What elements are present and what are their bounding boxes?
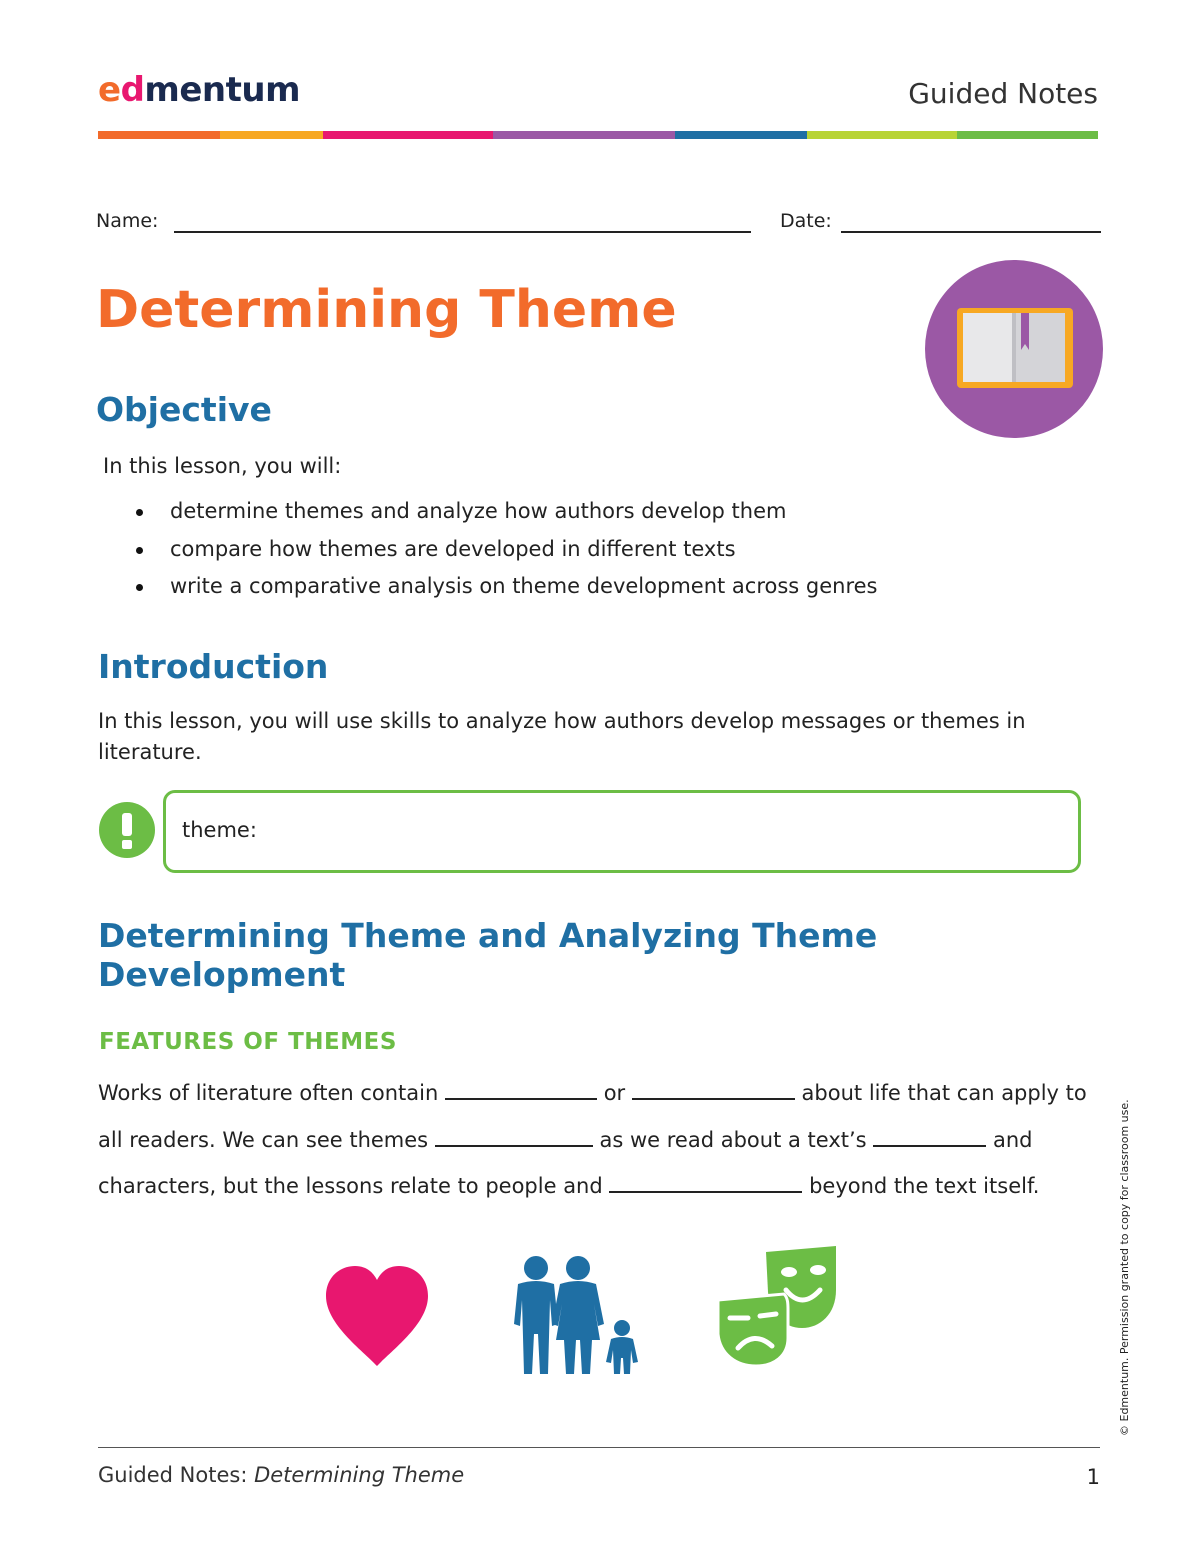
- page-number: 1: [1086, 1465, 1100, 1489]
- fill-in-line-2: [98, 1125, 1032, 1155]
- theater-masks-icon: [714, 1244, 842, 1368]
- stripe-segment: [98, 131, 220, 139]
- logo-letter: d: [120, 70, 145, 110]
- introduction-text: In this lesson, you will use skills to analyze how authors develop messages or themes in literature.: [98, 709, 1026, 764]
- blank-field[interactable]: [632, 1080, 795, 1100]
- fill-in-line-1: [98, 1078, 1087, 1108]
- text-segment: all readers. We can see themes: [98, 1128, 429, 1152]
- blank-field[interactable]: [873, 1127, 986, 1147]
- fill-in-line-3: [98, 1171, 1039, 1201]
- date-label: Date:: [780, 210, 832, 232]
- footer-title: [98, 1460, 464, 1490]
- blank-field[interactable]: [445, 1080, 597, 1100]
- stripe-segment: [493, 131, 675, 139]
- list-item: write a comparative analysis on theme development across genres: [130, 568, 878, 606]
- logo-letter: u: [241, 70, 266, 110]
- footer-divider: [98, 1447, 1100, 1448]
- logo-letter: n: [201, 70, 226, 110]
- text-segment: Works of literature often contain: [98, 1081, 439, 1105]
- list-item: compare how themes are developed in different texts: [130, 531, 878, 569]
- introduction-heading: Introduction: [98, 647, 329, 686]
- logo-letter: m: [144, 70, 180, 110]
- brand-stripe: [98, 131, 1098, 139]
- book-icon: [925, 260, 1103, 438]
- logo-letter: m: [265, 70, 301, 110]
- text-segment: characters, but the lessons relate to people and: [98, 1174, 603, 1198]
- exclamation-icon: [99, 802, 155, 858]
- footer-prefix: Guided Notes:: [98, 1463, 255, 1487]
- features-subheading: FEATURES OF THEMES: [99, 1029, 397, 1055]
- text-segment: as we read about a text’s: [599, 1128, 867, 1152]
- theme-definition-box[interactable]: [163, 790, 1081, 873]
- theme-term-label: theme:: [182, 818, 257, 842]
- stripe-segment: [323, 131, 493, 139]
- stripe-segment: [957, 131, 1098, 139]
- text-segment: or: [603, 1081, 626, 1105]
- logo-letter: e: [179, 70, 202, 110]
- date-field[interactable]: [841, 231, 1101, 233]
- page-title: Determining Theme: [96, 280, 677, 340]
- heart-icon: [322, 1262, 432, 1368]
- objective-heading: Objective: [96, 390, 272, 429]
- stripe-segment: [675, 131, 807, 139]
- name-label: Name:: [96, 210, 159, 232]
- edmentum-logo: [98, 70, 300, 110]
- logo-letter: t: [225, 70, 242, 110]
- section-heading-line1: Determining Theme and Analyzing Theme: [98, 916, 878, 955]
- section-heading-line2: Development: [98, 955, 346, 994]
- objective-list: [130, 493, 878, 606]
- list-item: determine themes and analyze how authors develop them: [130, 493, 878, 531]
- text-segment: and: [992, 1128, 1033, 1152]
- copyright-note: © Edmentum. Permission granted to copy for classroom use.: [1118, 1099, 1131, 1436]
- text-segment: about life that can apply to: [801, 1081, 1087, 1105]
- objective-intro: In this lesson, you will:: [103, 454, 342, 478]
- stripe-segment: [220, 131, 323, 139]
- text-segment: beyond the text itself.: [809, 1174, 1040, 1198]
- document-type: Guided Notes: [908, 77, 1098, 110]
- logo-letter: e: [98, 70, 121, 110]
- blank-field[interactable]: [435, 1127, 593, 1147]
- footer-lesson-title: Determining Theme: [254, 1463, 465, 1487]
- family-icon: [508, 1254, 644, 1378]
- blank-field[interactable]: [609, 1173, 802, 1193]
- name-field[interactable]: [174, 231, 751, 233]
- stripe-segment: [807, 131, 957, 139]
